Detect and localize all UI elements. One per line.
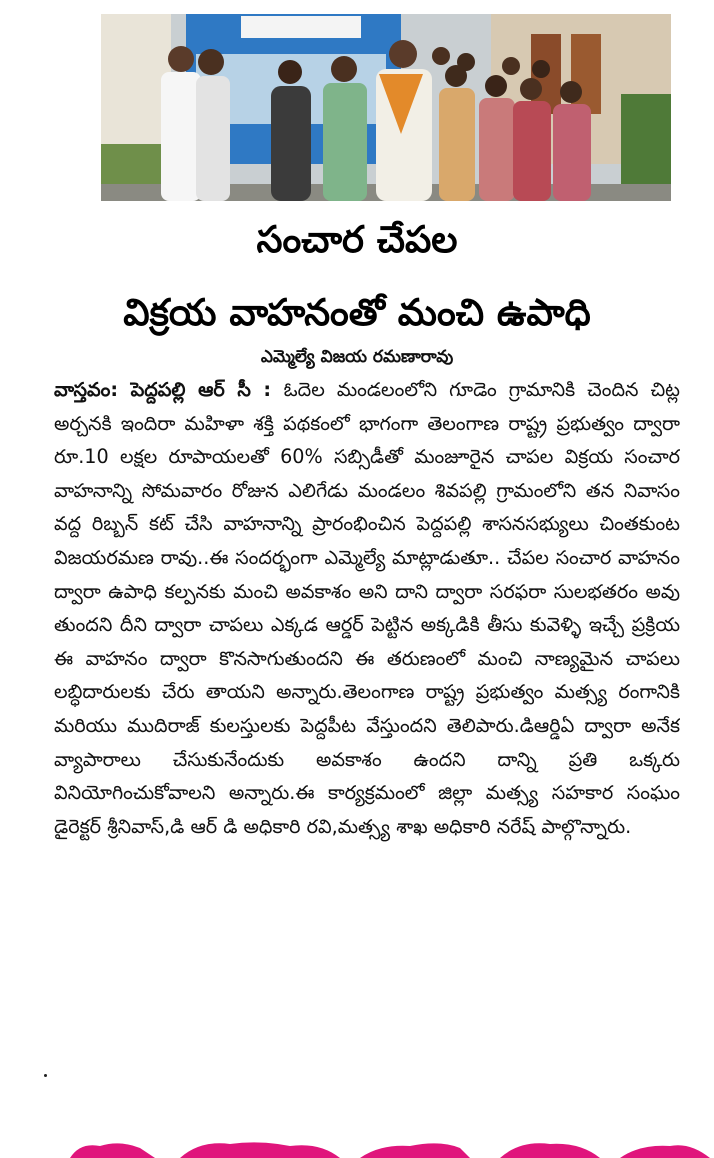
headline-line-2: విక్రయ వాహనంతో మంచి ఉపాధి [123, 291, 591, 334]
article-body-text: ఓదెల మండలంలోని గూడెం గ్రామానికి చెందిన చిట్ల అర్చనకి ఇందిరా మహిళా శక్తి పథకంలో భాగంగా తెలంగాణ రాష్ట్ర ప్రభుత్వం ద్వారా రూ.10 లక్షల రూపాయలతో 60% సబ్సిడీతో మంజూరైన చాపల విక్రయ సంచార వాహనాన్ని సోమవారం రోజున ఎలిగేడు మండలం శివపల్లి గ్రామంలోని తన నివాసం వద్ద రిబ్బన్ కట్ చేసి వాహనాన్ని ప్రారంభించిన పెద్దపల్లి శాసనసభ్యులు చింతకుంట విజయరమణ రావు..ఈ సందర్భంగా ఎమ్మెల్యే మాట్లాడుతూ.. చేపల సంచార వాహనం ద్వారా ఉపాధి కల్పనకు మంచి అవకాశం అని దాని ద్వారా సరఫరా సులభతరం అవు తుందని దీని ద్వారా చాపలు ఎక్కడ ఆర్డర్ పెట్టిన అక్కడికి తీసు కువెళ్ళి ఇచ్చే ప్రక్రియ ఈ వాహనం ద్వారా కొనసాగుతుందని ఈ తరుణంలో మంచి నాణ్యమైన చాపలు లబ్ధిదారులకు చేరు తాయని అన్నారు.తెలంగాణ రాష్ట్ర ప్రభుత్వం మత్స్య రంగానికి మరియు ముదిరాజ్ కులస్తులకు పెద్దపీట వేస్తుందని తెలిపారు.డిఆర్డిఏ ద్వారా అనేక వ్యాపారాలు చేసుకునేందుకు అవకాశం ఉందని దాన్ని ప్రతి ఒక్కరు వినియోగించుకోవాలని అన్నారు.ఈ కార్యక్రమంలో జిల్లా మత్స్య సహకార సంఘం డైరెక్టర్ శ్రీనివాస్,డి ఆర్ డి అధికారి రవి,మత్స్య శాఖ అధికారి నరేష్ పాల్గొన్నారు. [54, 378, 680, 838]
cropped-pink-headline-graphic [60, 1138, 714, 1158]
next-article-headline-cropped [60, 1138, 714, 1158]
stray-dot [44, 1074, 47, 1077]
news-photo [101, 14, 671, 201]
article-body [54, 373, 680, 1093]
subheadline-byline: ఎమ్మెల్యే విజయ రమణారావు [260, 347, 454, 367]
headline-line-1: సంచార చేపల [256, 218, 458, 261]
dateline: వాస్తవం: పెద్దపల్లి ఆర్ సీ : [54, 378, 284, 401]
group-photo-illustration [101, 14, 671, 201]
